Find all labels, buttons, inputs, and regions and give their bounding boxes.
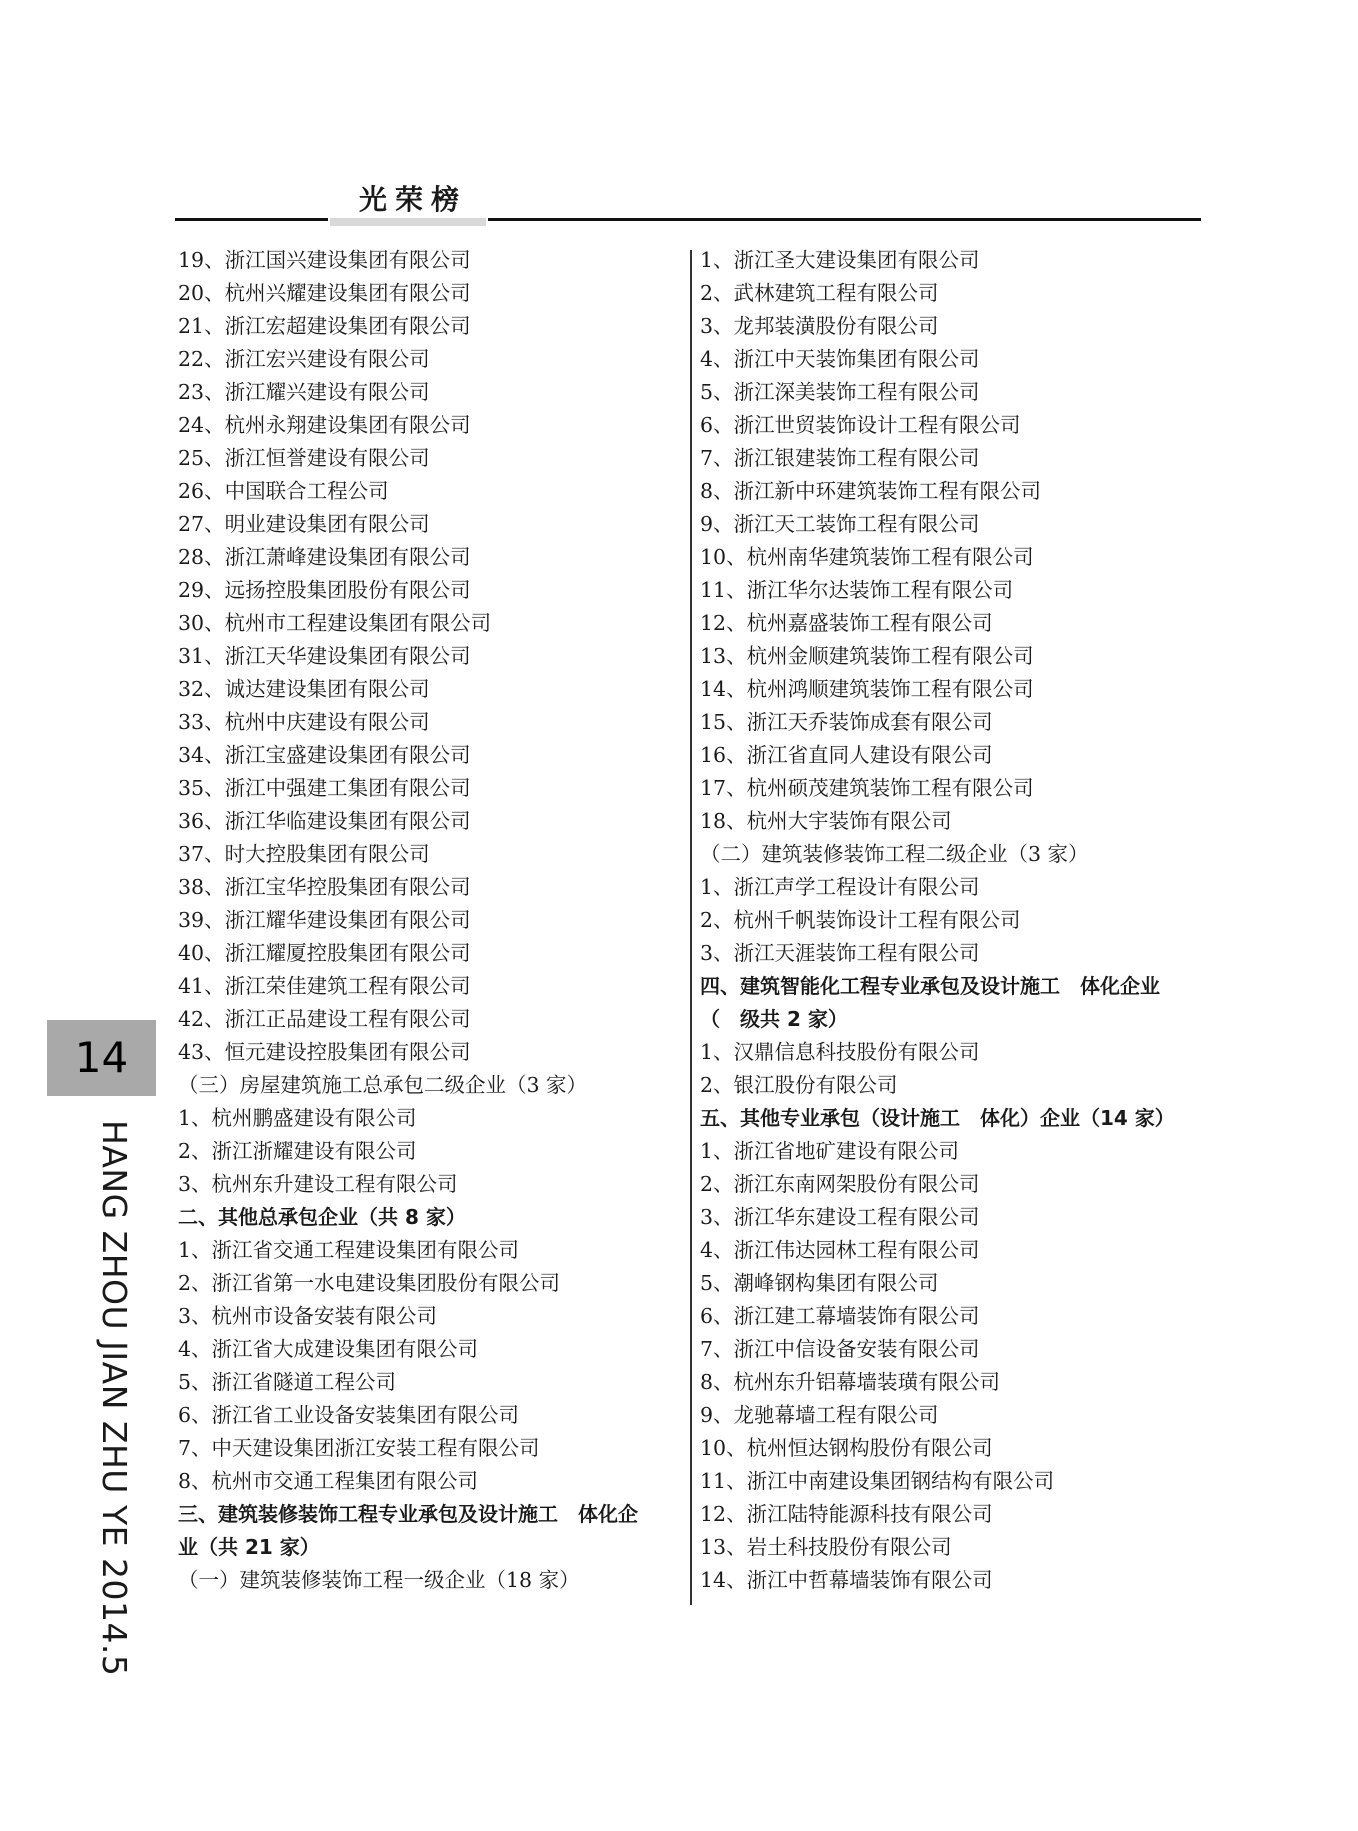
list-item: 4、浙江省大成建设集团有限公司: [178, 1337, 479, 1361]
list-item: （二）建筑装修装饰工程二级企业（3 家）: [700, 842, 1089, 866]
list-item: 1、浙江声学工程设计有限公司: [700, 875, 980, 899]
list-item: 2、银江股份有限公司: [700, 1073, 898, 1097]
list-item: 27、明业建设集团有限公司: [178, 512, 430, 536]
list-item: 19、浙江国兴建设集团有限公司: [178, 248, 471, 272]
section-heading: 二、其他总承包企业（共 8 家）: [178, 1205, 466, 1229]
list-item: 21、浙江宏超建设集团有限公司: [178, 314, 471, 338]
section-heading: 三、建筑装修装饰工程专业承包及设计施工 体化企: [178, 1502, 638, 1526]
list-item: 6、浙江建工幕墙装饰有限公司: [700, 1304, 980, 1328]
list-item: 16、浙江省直同人建设有限公司: [700, 743, 993, 767]
list-item: 30、杭州市工程建设集团有限公司: [178, 611, 492, 635]
list-item: 2、杭州千帆装饰设计工程有限公司: [700, 908, 1021, 932]
header-rule-right: [488, 218, 1201, 221]
list-item: 12、浙江陆特能源科技有限公司: [700, 1502, 993, 1526]
list-item: 1、汉鼎信息科技股份有限公司: [700, 1040, 980, 1064]
list-item: 10、杭州南华建筑装饰工程有限公司: [700, 545, 1034, 569]
list-item: 5、浙江省隧道工程公司: [178, 1370, 397, 1394]
list-item: 18、杭州大宇装饰有限公司: [700, 809, 952, 833]
list-item: 6、浙江省工业设备安装集团有限公司: [178, 1403, 520, 1427]
list-item: 32、诚达建设集团有限公司: [178, 677, 430, 701]
list-item: 9、浙江天工装饰工程有限公司: [700, 512, 980, 536]
list-item: 37、时大控股集团有限公司: [178, 842, 430, 866]
list-item: 25、浙江恒誉建设有限公司: [178, 446, 430, 470]
list-item: 34、浙江宝盛建设集团有限公司: [178, 743, 471, 767]
list-item: 1、浙江圣大建设集团有限公司: [700, 248, 980, 272]
list-item: 11、浙江华尔达装饰工程有限公司: [700, 578, 1014, 602]
list-item: 23、浙江耀兴建设有限公司: [178, 380, 430, 404]
list-item: 3、浙江天涯装饰工程有限公司: [700, 941, 980, 965]
list-item: 4、浙江伟达园林工程有限公司: [700, 1238, 980, 1262]
list-item: 24、杭州永翔建设集团有限公司: [178, 413, 471, 437]
list-item: 14、杭州鸿顺建筑装饰工程有限公司: [700, 677, 1034, 701]
list-item: 36、浙江华临建设集团有限公司: [178, 809, 471, 833]
magazine-side-title: HANG ZHOU JIAN ZHU YE 2014.5: [95, 1120, 134, 1677]
list-item: 2、浙江东南网架股份有限公司: [700, 1172, 980, 1196]
section-heading: 五、其他专业承包（设计施工 体化）企业（14 家）: [700, 1106, 1175, 1130]
left-column-list: [178, 244, 683, 1597]
list-item: 1、浙江省地矿建设有限公司: [700, 1139, 960, 1163]
list-item: 40、浙江耀厦控股集团有限公司: [178, 941, 471, 965]
list-item: 7、浙江中信设备安装有限公司: [700, 1337, 980, 1361]
list-item: 6、浙江世贸装饰设计工程有限公司: [700, 413, 1021, 437]
list-item: 2、浙江省第一水电建设集团股份有限公司: [178, 1271, 561, 1295]
list-item: 41、浙江荣佳建筑工程有限公司: [178, 974, 471, 998]
list-item: 11、浙江中南建设集团钢结构有限公司: [700, 1469, 1055, 1493]
list-item: 14、浙江中哲幕墙装饰有限公司: [700, 1568, 993, 1592]
page-number: 14: [47, 1020, 156, 1096]
list-item: 3、杭州东升建设工程有限公司: [178, 1172, 458, 1196]
list-item: 13、杭州金顺建筑装饰工程有限公司: [700, 644, 1034, 668]
list-item: 13、岩土科技股份有限公司: [700, 1535, 952, 1559]
list-item: 29、远扬控股集团股份有限公司: [178, 578, 471, 602]
list-item: 9、龙驰幕墙工程有限公司: [700, 1403, 939, 1427]
list-item: 4、浙江中天装饰集团有限公司: [700, 347, 980, 371]
list-item: 3、龙邦装潢股份有限公司: [700, 314, 939, 338]
list-item: 38、浙江宝华控股集团有限公司: [178, 875, 471, 899]
list-item: 2、武林建筑工程有限公司: [700, 281, 939, 305]
list-item: 7、中天建设集团浙江安装工程有限公司: [178, 1436, 540, 1460]
list-item: 15、浙江天乔装饰成套有限公司: [700, 710, 993, 734]
column-divider: [690, 250, 692, 1605]
list-item: 22、浙江宏兴建设有限公司: [178, 347, 430, 371]
list-item: 39、浙江耀华建设集团有限公司: [178, 908, 471, 932]
list-item: 5、浙江深美装饰工程有限公司: [700, 380, 980, 404]
list-item: 33、杭州中庆建设有限公司: [178, 710, 430, 734]
list-item: 3、杭州市设备安装有限公司: [178, 1304, 438, 1328]
list-item: （三）房屋建筑施工总承包二级企业（3 家）: [178, 1073, 588, 1097]
right-column-list: [700, 244, 1210, 1597]
list-item: 28、浙江萧峰建设集团有限公司: [178, 545, 471, 569]
section-heading: （ 级共 2 家）: [700, 1007, 848, 1031]
header-shadow: [330, 218, 486, 226]
list-item: 20、杭州兴耀建设集团有限公司: [178, 281, 471, 305]
list-item: 35、浙江中强建工集团有限公司: [178, 776, 471, 800]
list-item: 1、杭州鹏盛建设有限公司: [178, 1106, 417, 1130]
list-item: 26、中国联合工程公司: [178, 479, 389, 503]
list-item: 8、浙江新中环建筑装饰工程有限公司: [700, 479, 1042, 503]
list-item: 12、杭州嘉盛装饰工程有限公司: [700, 611, 993, 635]
list-item: （一）建筑装修装饰工程一级企业（18 家）: [178, 1568, 580, 1592]
list-item: 1、浙江省交通工程建设集团有限公司: [178, 1238, 520, 1262]
section-title: 光荣榜: [358, 183, 467, 216]
section-heading: 四、建筑智能化工程专业承包及设计施工 体化企业: [700, 974, 1160, 998]
list-item: 3、浙江华东建设工程有限公司: [700, 1205, 980, 1229]
list-item: 17、杭州硕茂建筑装饰工程有限公司: [700, 776, 1034, 800]
list-item: 5、潮峰钢构集团有限公司: [700, 1271, 939, 1295]
list-item: 8、杭州市交通工程集团有限公司: [178, 1469, 479, 1493]
list-item: 8、杭州东升铝幕墙装璜有限公司: [700, 1370, 1001, 1394]
list-item: 31、浙江天华建设集团有限公司: [178, 644, 471, 668]
list-item: 42、浙江正品建设工程有限公司: [178, 1007, 471, 1031]
section-heading: 业（共 21 家）: [178, 1535, 320, 1559]
list-item: 43、恒元建设控股集团有限公司: [178, 1040, 471, 1064]
header-rule-left: [175, 218, 328, 221]
list-item: 10、杭州恒达钢构股份有限公司: [700, 1436, 993, 1460]
list-item: 2、浙江浙耀建设有限公司: [178, 1139, 417, 1163]
list-item: 7、浙江银建装饰工程有限公司: [700, 446, 980, 470]
